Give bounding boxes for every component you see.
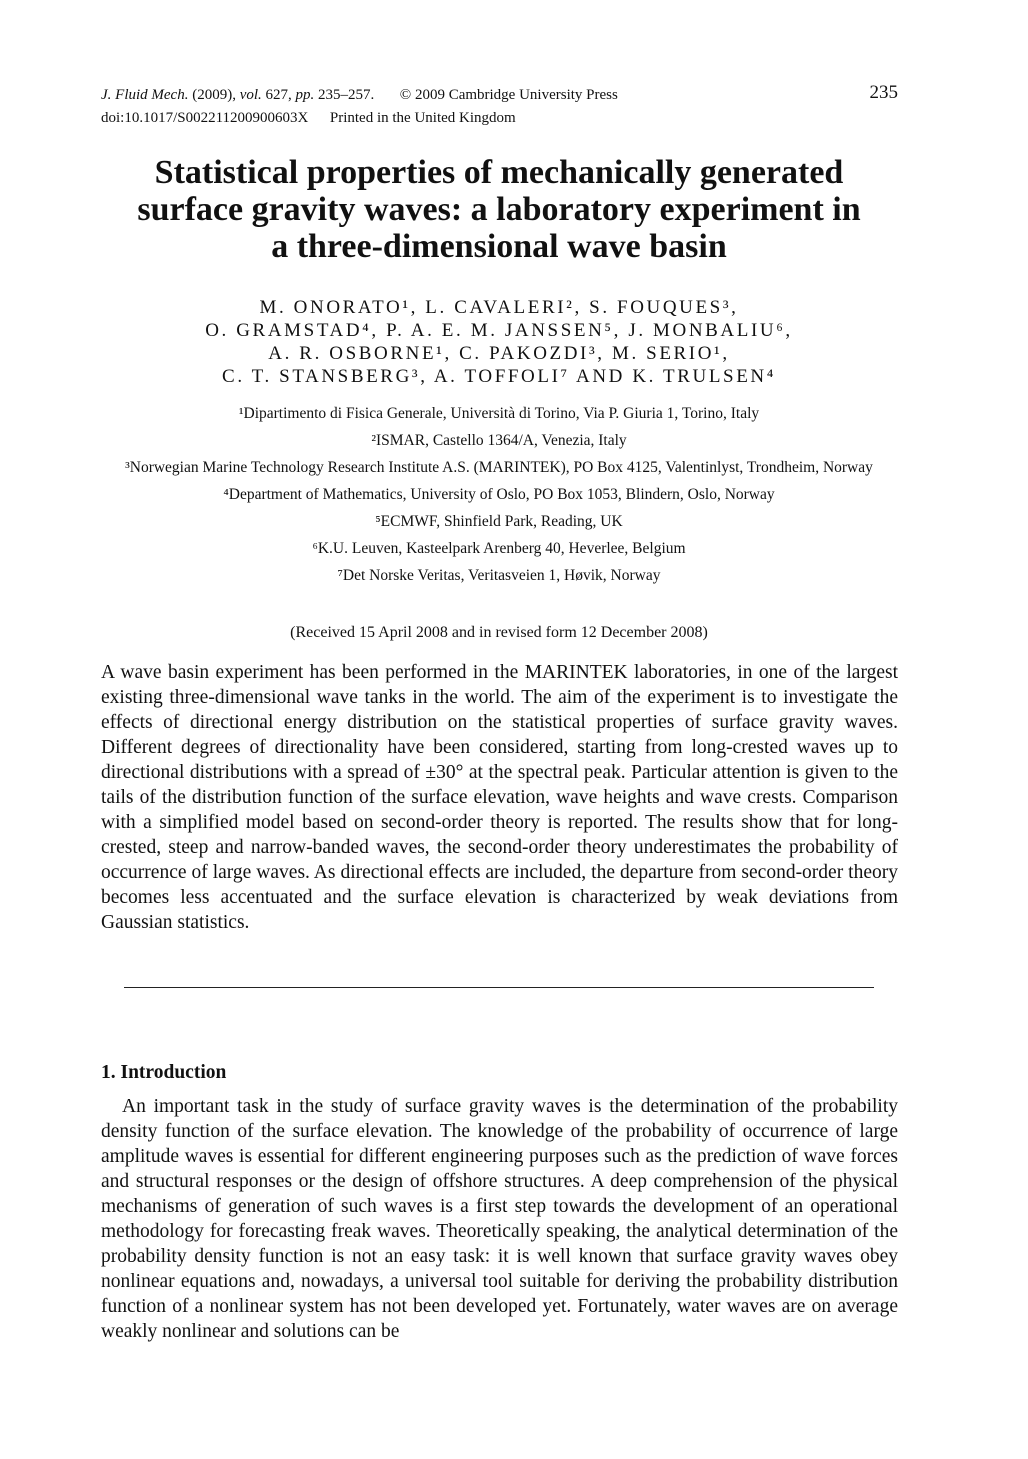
affiliation: ¹Dipartimento di Fisica Generale, Università di Torino, Via P. Giuria 1, Torino, Italy [238,405,760,422]
doi-line [101,109,516,127]
affiliation-list [100,404,898,593]
author-line: M. ONORATO¹, L. CAVALERI², S. FOUQUES³, [259,297,739,318]
affiliation: ³Norwegian Marine Technology Research Institute A.S. (MARINTEK), PO Box 4125, Valentinlyst, Trondheim, Norway [125,459,873,476]
page-range: 235–257. [314,87,375,103]
affiliation: ²ISMAR, Castello 1364/A, Venezia, Italy [371,432,627,449]
doi: doi:10.1017/S002211200900603X [101,110,309,126]
printed-notice: Printed in the United Kingdom [329,110,516,126]
abstract: A wave basin experiment has been performed in the MARINTEK laboratories, in one of the largest existing three-dimensional wave tanks in the world. The aim of the experiment is to investigate the effects of directional energy distribution on the statistical properties of surface gravity waves. Different degrees of directionality have been considered, starting from long-crested waves up to directional distributions with a spread of ±30° at the spectral peak. Particular attention is given to the tails of the distribution function of the surface elevation, wave heights and wave crests. Comparison with a simplified model based on second-order theory is reported. The results show that for long-crested, steep and narrow-banded waves, the second-order theory underestimates the probability of occurrence of large waves. As directional effects are included, the departure from second-order theory becomes less accentuated and the surface elevation is characterized by weak deviations from Gaussian statistics. [101,662,898,933]
title-line: Statistical properties of mechanically generated [154,154,844,191]
pages-label: pp. [295,87,315,103]
volume-number: 627, [261,87,296,103]
affiliation: ⁷Det Norske Veritas, Veritasveien 1, Høvik, Norway [337,567,661,584]
affiliation: ⁴Department of Mathematics, University of Oslo, PO Box 1053, Blindern, Oslo, Norway [223,486,775,503]
introduction-paragraph: An important task in the study of surface gravity waves is the determination of the probability density function of the surface elevation. The knowledge of the probability of occurrence of large amplitude waves is essential for different engineering purposes such as the prediction of wave forces and structural responses or the design of offshore structures. A deep comprehension of the physical mechanisms of generation of such waves is a first step towards the development of an operational methodology for forecasting freak waves. Theoretically speaking, the analytical determination of the probability density function is not an easy task: it is well known that surface gravity waves obey nonlinear equations and, nowadays, a universal tool suitable for deriving the probability distribution function of a nonlinear system has not been developed yet. Fortunately, water waves are on average weakly nonlinear and solutions can be [101,1096,898,1342]
author-line: C. T. STANSBERG³, A. TOFFOLI⁷ AND K. TRULSEN⁴ [222,366,776,387]
affiliation: ⁵ECMWF, Shinfield Park, Reading, UK [375,513,623,530]
author-line: O. GRAMSTAD⁴, P. A. E. M. JANSSEN⁵, J. MONBALIU⁶, [205,320,793,341]
received-dates: (Received 15 April 2008 and in revised form 12 December 2008) [290,624,708,641]
copyright-notice: © 2009 Cambridge University Press [399,87,618,103]
author-line: A. R. OSBORNE¹, C. PAKOZDI³, M. SERIO¹, [268,343,730,364]
section-heading: 1. Introduction [101,1062,227,1083]
author-list [90,296,908,388]
affiliation: ⁶K.U. Leuven, Kasteelpark Arenberg 40, Heverlee, Belgium [312,540,686,557]
journal-name: J. Fluid Mech. [101,87,189,103]
abstract-divider [124,987,874,988]
title-line: surface gravity waves: a laboratory experiment in [137,191,861,228]
paper-title [90,154,908,265]
journal-year: (2009), [188,87,240,103]
page-number: 235 [869,82,898,103]
journal-citation [101,86,618,104]
volume-label: vol. [239,87,262,103]
title-line: a three-dimensional wave basin [271,228,727,265]
